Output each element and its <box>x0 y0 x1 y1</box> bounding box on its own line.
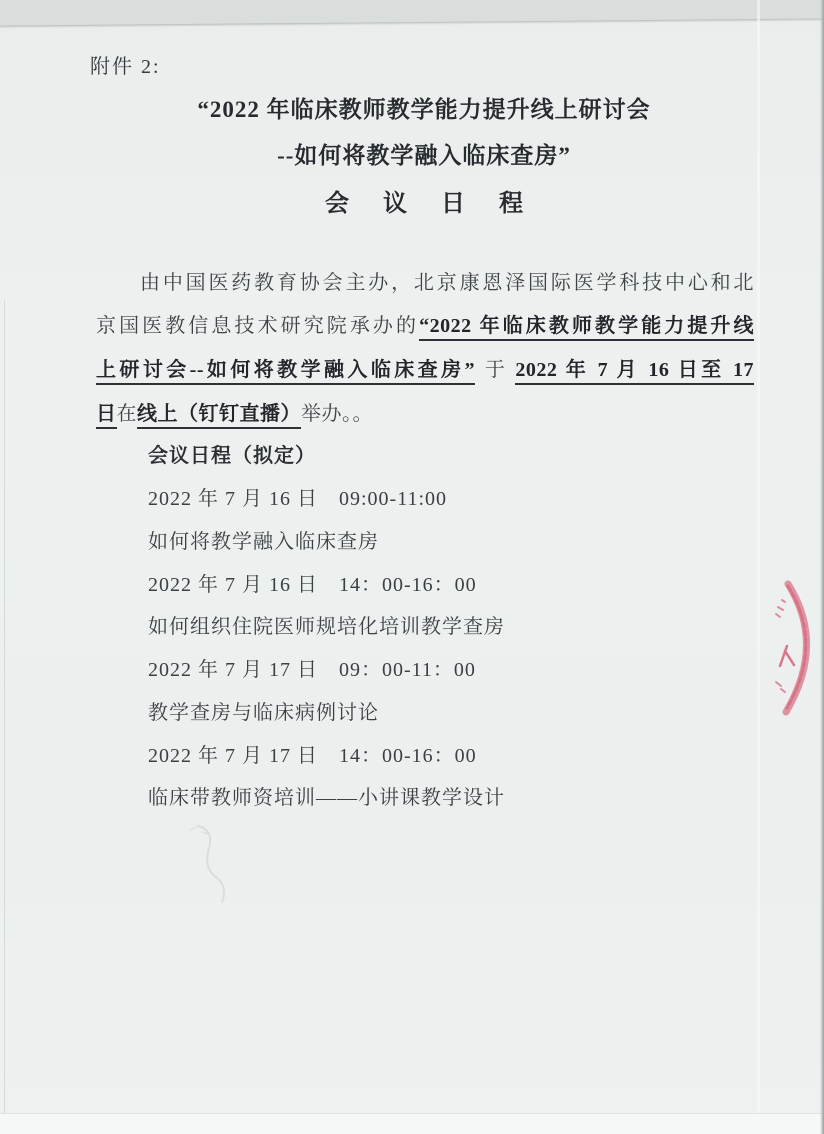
document-subtitle <box>12 183 824 218</box>
schedule-session-2-topic: 如何组织住院医师规培化培训教学查房 <box>148 616 505 638</box>
schedule-session-4-datetime: 2022 年 7 月 17 日 14：00-16：00 <box>148 745 477 767</box>
scan-edge-right <box>820 0 824 1134</box>
schedule-session-1-topic: 如何将教学融入临床查房 <box>148 531 379 553</box>
schedule-heading: 会议日程（拟定） <box>148 445 316 467</box>
paragraph-text: 于 <box>482 359 509 381</box>
paragraph-text: 举办。。 <box>301 403 373 425</box>
schedule-session-3-datetime: 2022 年 7 月 17 日 09：00-11：00 <box>148 659 476 681</box>
document-subtitle-text: 会 议 日 程 <box>325 191 537 217</box>
schedule-session-3-topic: 教学查房与临床病例讨论 <box>148 702 379 724</box>
emphasized-underlined-text: 线上（钉钉直播） <box>137 403 301 429</box>
emphasized-underlined-text: 2022 年 7 月 16 日至 17 <box>515 359 754 385</box>
red-seal-partial-icon <box>760 578 820 720</box>
schedule-session-2-datetime: 2022 年 7 月 16 日 14：00-16：00 <box>148 574 477 596</box>
scan-edge-top <box>0 0 824 26</box>
scan-edge-left <box>4 300 5 1114</box>
emphasized-underlined-text: “2022 年临床教师教学能力提升线 <box>419 315 754 341</box>
document-title-line-1: “2022 年临床教师教学能力提升线上研讨会 <box>197 97 651 122</box>
paragraph-text: 由中国医药教育协会主办，北京康恩泽国际医学科技中心和北 <box>140 272 754 294</box>
paragraph-text: 在 <box>116 403 137 425</box>
intro-paragraph-line-1 <box>96 266 754 295</box>
pencil-smudge-mark <box>172 818 252 908</box>
scanner-streak <box>757 0 760 1134</box>
schedule-session-4-topic: 临床带教师资培训——小讲课教学设计 <box>148 787 505 809</box>
paragraph-text: 京国医教信息技术研究院承办的 <box>96 315 420 337</box>
emphasized-underlined-text: 上研讨会--如何将教学融入临床查房” <box>96 359 475 385</box>
intro-paragraph-line-3 <box>96 353 754 382</box>
schedule-session-1-datetime: 2022 年 7 月 16 日 09:00-11:00 <box>148 488 448 510</box>
document-title-line-2: --如何将教学融入临床查房” <box>277 143 571 168</box>
intro-paragraph-line-4 <box>96 397 754 426</box>
emphasized-underlined-text: 日 <box>96 403 117 429</box>
intro-paragraph-line-2 <box>96 309 754 338</box>
attachment-label: 附件 2: <box>90 56 161 78</box>
scan-edge-bottom <box>0 1113 824 1134</box>
